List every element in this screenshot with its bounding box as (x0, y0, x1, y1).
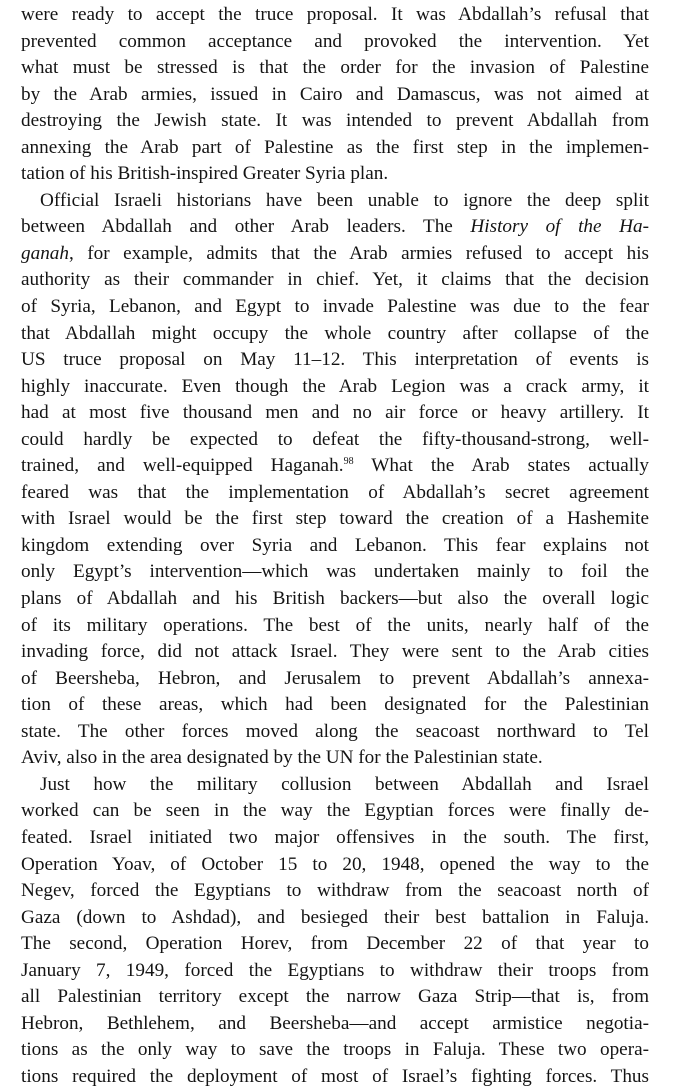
text-line: highly inaccurate. Even though the Arab Legion was a crack army, it (21, 375, 649, 397)
text-line: tation of his British-inspired Greater Syria plan. (21, 163, 389, 185)
text-line: Just how the military collusion between Abdallah and Israel (40, 773, 649, 795)
text-line: tion of these areas, which had been designated for the Palestinian (21, 694, 649, 716)
text-line: The second, Operation Horev, from December 22 of that year to (21, 933, 649, 955)
text-line: kingdom extending over Syria and Lebanon. This fear explains not (21, 534, 649, 556)
text-line: tions required the deployment of most of Israel’s fighting forces. Thus (21, 1065, 649, 1087)
text-line: destroying the Jewish state. It was intended to prevent Abdallah from (21, 110, 649, 132)
text-line: Operation Yoav, of October 15 to 20, 1948, opened the way to the (21, 853, 649, 875)
footnote-marker: 98 (343, 456, 354, 468)
text-line: Gaza (down to Ashdad), and besieged their best battalion in Faluja. (21, 906, 649, 928)
text-line: plans of Abdallah and his British backers—but also the overall logic (21, 588, 649, 610)
text-line: prevented common acceptance and provoked the intervention. Yet (21, 30, 649, 52)
text-line: all Palestinian territory except the narrow Gaza Strip—that is, from (21, 986, 649, 1008)
text-line: Negev, forced the Egyptians to withdraw from the seacoast north of (21, 880, 649, 902)
text-line: authority as their commander in chief. Yet, it claims that the decision (21, 269, 649, 291)
text-line: could hardly be expected to defeat the fifty-thousand-strong, well- (21, 428, 649, 450)
text-line: trained, and well-equipped Haganah.$^{98}$ What the Arab states actually (21, 455, 649, 477)
text-line: Hebron, Bethlehem, and Beersheba—and accept armistice negotia- (21, 1012, 649, 1034)
text-line: tions as the only way to save the troops in Faluja. These two opera- (21, 1039, 649, 1061)
text-line: between Abdallah and other Arab leaders. The History of the Ha- (21, 216, 649, 238)
text-line: Official Israeli historians have been unable to ignore the deep split (40, 189, 649, 211)
text-line: annexing the Arab part of Palestine as the first step in the implemen- (21, 136, 649, 158)
body-text (21, 2, 649, 1090)
text-line: Aviv, also in the area designated by the UN for the Palestinian state. (21, 747, 543, 769)
text-line: US truce proposal on May 11–12. This interpretation of events is (21, 349, 649, 371)
text-line: had at most five thousand men and no air force or heavy artillery. It (21, 402, 649, 424)
text-line: worked can be seen in the way the Egyptian forces were finally de- (21, 800, 649, 822)
book-title: ganah (21, 242, 69, 264)
text-line: were ready to accept the truce proposal. It was Abdallah’s refusal that (21, 4, 649, 25)
text-line: state. The other forces moved along the seacoast northward to Tel (21, 720, 649, 742)
text-line: ganah, for example, admits that the Arab armies refused to accept his (21, 242, 649, 264)
text-line: invading force, did not attack Israel. They were sent to the Arab cities (21, 641, 649, 663)
text-line: what must be stressed is that the order for the invasion of Palestine (21, 57, 649, 79)
text-line: feated. Israel initiated two major offensives in the south. The first, (21, 826, 649, 848)
text-line: that Abdallah might occupy the whole country after collapse of the (21, 322, 649, 344)
text-line: only Egypt’s intervention—which was undertaken mainly to foil the (21, 561, 649, 583)
text-line: of Syria, Lebanon, and Egypt to invade Palestine was due to the fear (21, 296, 649, 318)
text-line: of Beersheba, Hebron, and Jerusalem to prevent Abdallah’s annexa- (21, 667, 649, 689)
text-line: of its military operations. The best of the units, nearly half of the (21, 614, 649, 636)
text-line: by the Arab armies, issued in Cairo and Damascus, was not aimed at (21, 83, 649, 105)
book-title: History of the Ha- (470, 216, 649, 238)
text-line: January 7, 1949, forced the Egyptians to withdraw their troops from (21, 959, 649, 981)
text-line: feared was that the implementation of Abdallah’s secret agreement (21, 481, 649, 503)
text-line: with Israel would be the first step toward the creation of a Hashemite (21, 508, 649, 530)
